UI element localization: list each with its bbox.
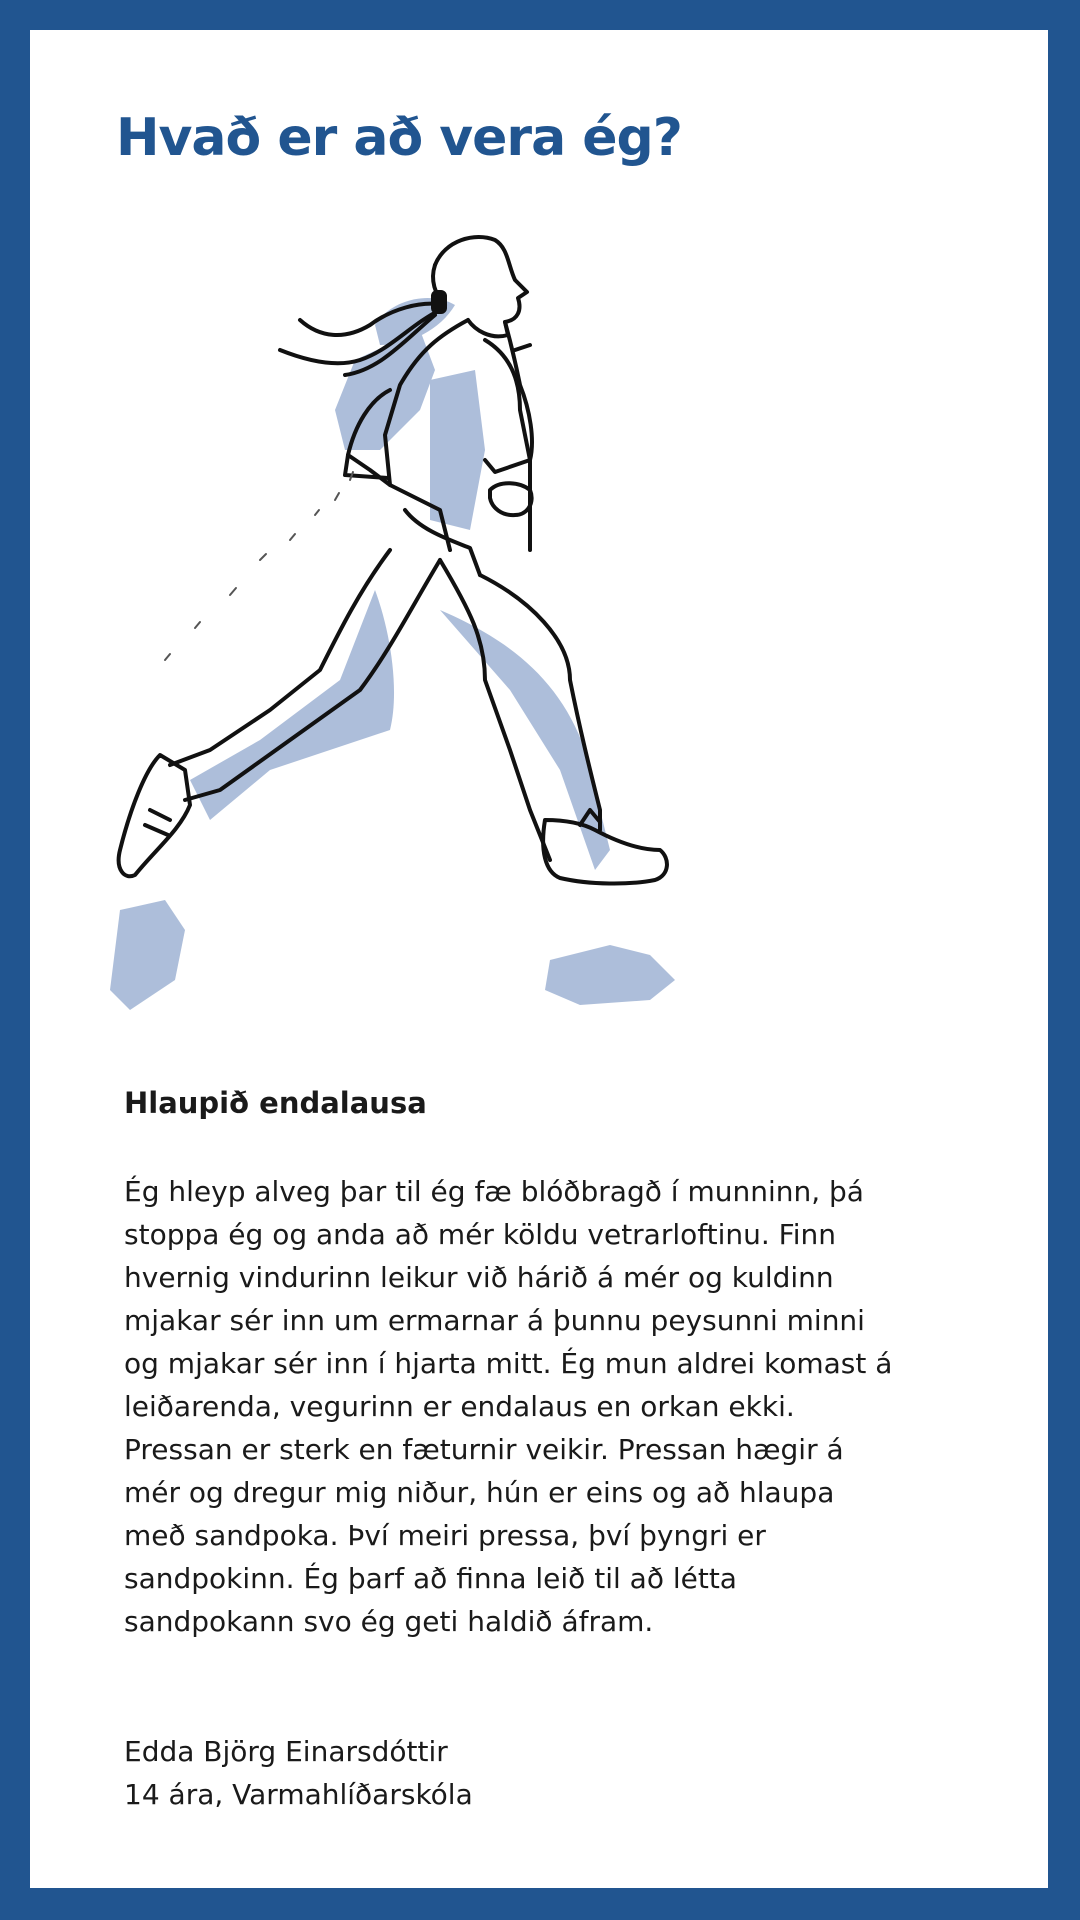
- author-block: [124, 1730, 473, 1816]
- page-card: [30, 30, 1048, 1888]
- running-girl-illustration: [90, 210, 850, 1070]
- story-body: Ég hleyp alveg þar til ég fæ blóðbragð í munninn, þá stoppa ég og anda að mér köldu vetrarloftinu. Finn hvernig vindurinn leikur við hárið á mér og kuldinn mjakar sér inn um ermarnar á þunnu peysunni minni og mjakar sér inn í hjarta mitt. Ég mun aldrei komast á leiðarenda, vegurinn er endalaus en orkan ekki. Pressan er sterk en fæturnir veikir. Pressan hægir á mér og dregur mig niður, hún er eins og að hlaupa með sandpoka. Því meiri pressa, því þyngri er sandpokinn. Ég þarf að finna leið til að létta sandpokann svo ég geti haldið áfram.: [124, 1175, 893, 1638]
- author-name: Edda Björg Einarsdóttir: [124, 1735, 448, 1768]
- story-heading: Hlaupið endalausa: [124, 1086, 427, 1120]
- page-title: Hvað er að vera ég?: [116, 108, 682, 168]
- author-details: 14 ára, Varmahlíðarskóla: [124, 1778, 473, 1811]
